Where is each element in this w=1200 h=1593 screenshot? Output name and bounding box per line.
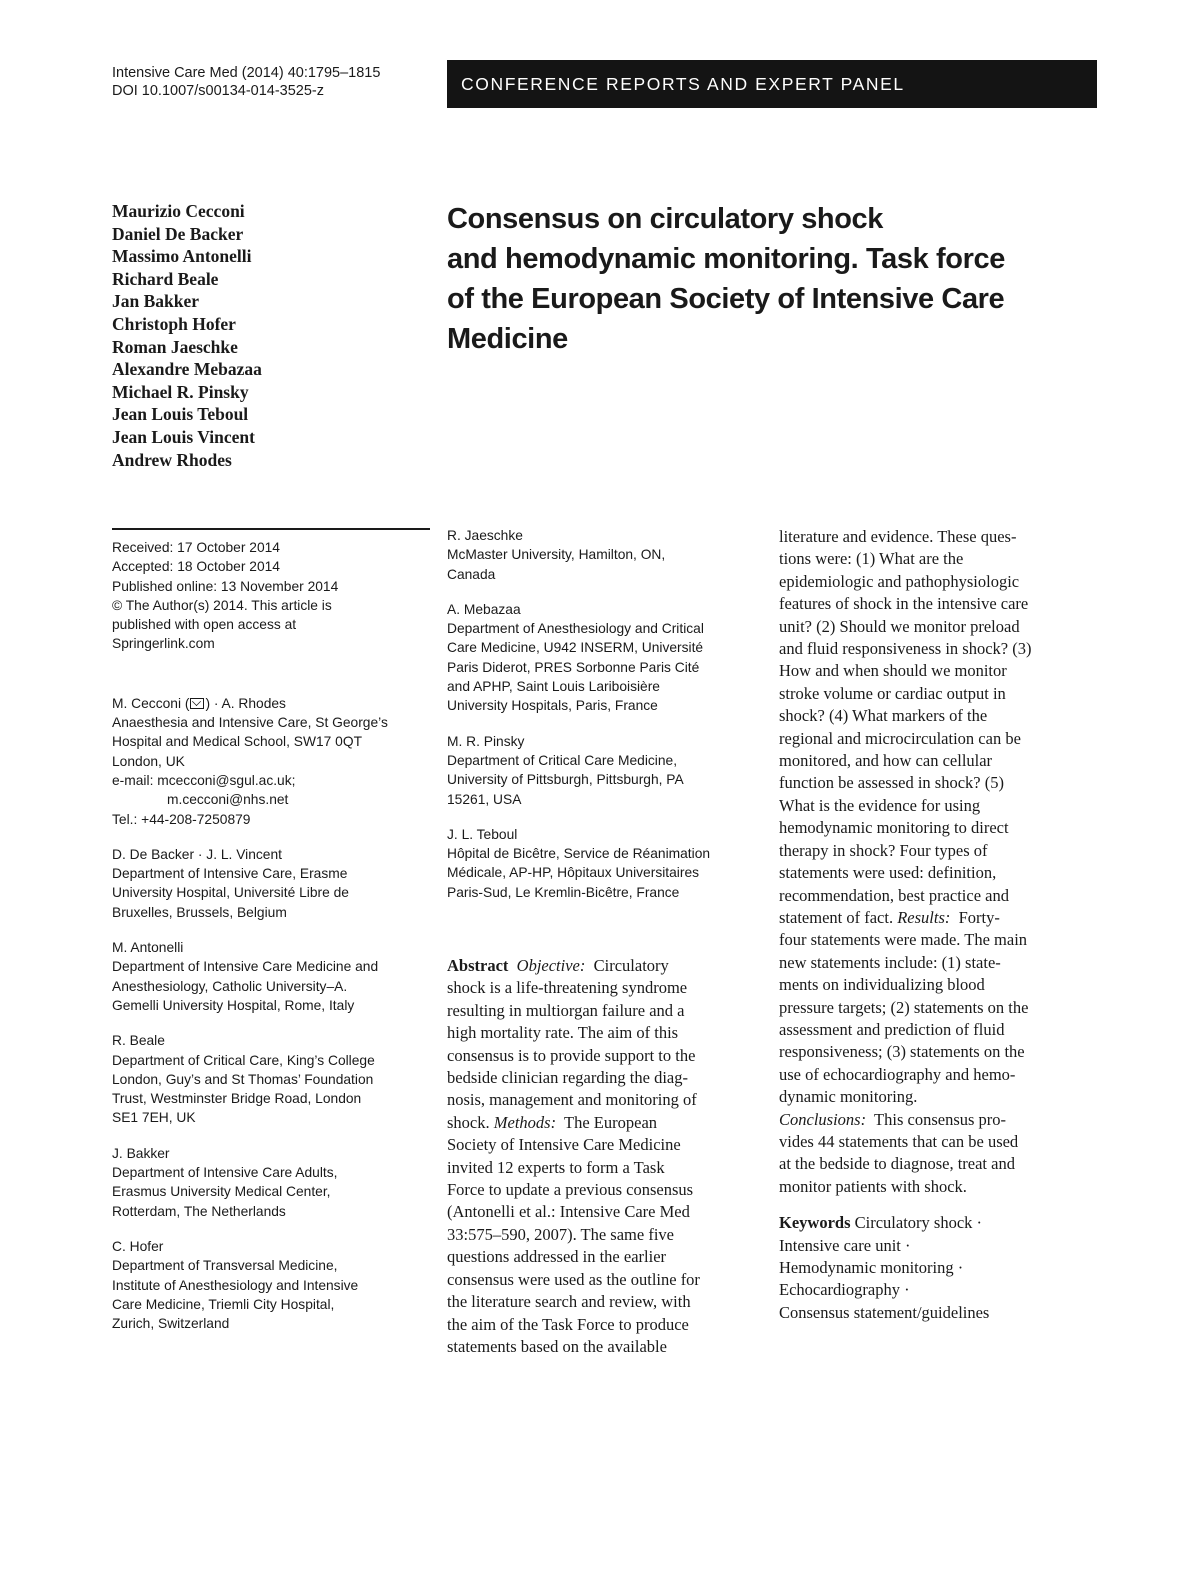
abstract-line: Force to update a previous consensus [447,1180,694,1200]
divider [112,528,430,530]
abstract-line: new statements include: (1) state- [779,952,1001,972]
abstract-heading: Abstract [447,956,509,975]
title-line: Medicine [447,323,568,355]
author-list [112,200,262,471]
affiliation [112,845,442,922]
abstract-line: shock is a life-threatening syndrome [447,978,688,998]
abstract-line: How and when should we monitor [779,661,1007,681]
abstract-line: the aim of the Task Force to produce [447,1314,689,1334]
abstract-line: assessment and prediction of fluid [779,1019,1005,1039]
article-history [112,538,442,654]
abstract-line: literature and evidence. These ques- [779,527,1017,546]
affiliation-line: Paris-Sud, Le Kremlin-Bicêtre, France [447,884,680,900]
author-name: Jean Louis Teboul [112,404,249,425]
author-name: Alexandre Mebazaa [112,359,262,380]
abstract-line: questions addressed in the earlier [447,1247,667,1267]
correspondence-line: Anaesthesia and Intensive Care, St George’s [112,715,388,731]
abstract-line: (Antonelli et al.: Intensive Care Med [447,1202,690,1222]
affiliation-line: Hôpital de Bicêtre, Service de Réanimation [447,846,711,862]
history-line: Received: 17 October 2014 [112,540,280,555]
history-line: published with open access at [112,617,297,633]
title-line: and hemodynamic monitoring. Task force [447,243,1005,275]
abstract-line: unit? (2) Should we monitor preload [779,616,1020,636]
abstract-line: stroke volume or cardiac output in [779,683,1006,703]
abstract-line: 33:575–590, 2007). The same five [447,1224,674,1244]
affiliation-name: J. Bakker [112,1145,170,1161]
abstract-line: recommendation, best practice and [779,885,1009,905]
affiliation-line: Rotterdam, The Netherlands [112,1203,286,1219]
abstract-line: high mortality rate. The aim of this [447,1023,679,1043]
affiliation [447,825,772,902]
email-link[interactable]: e-mail: mcecconi@sgul.ac.uk; [112,772,296,788]
affiliation-name: R. Beale [112,1033,165,1049]
abstract-results-line: statement of fact. Results: Forty- [779,907,1000,927]
keyword: Hemodynamic monitoring · [779,1258,964,1277]
history-line: Published online: 13 November 2014 [112,578,339,594]
abstract-line: consensus is to provide support to the [447,1045,696,1065]
abstract-line: bedside clinician regarding the diag- [447,1068,688,1088]
abstract-line: resulting in multiorgan failure and a [447,1000,685,1020]
affiliation-line: Department of Transversal Medicine, [112,1258,338,1274]
abstract-line: dynamic monitoring. [779,1087,918,1107]
abstract-line: statements based on the available [447,1336,667,1356]
history-line: Springerlink.com [112,636,215,652]
affiliation-line: Anesthesiology, Catholic University–A. [112,978,348,994]
affiliation-line: Department of Critical Care, King’s College [112,1052,375,1068]
correspondence [112,694,442,829]
affiliation-line: Paris Diderot, PRES Sorbonne Paris Cité [447,659,700,675]
author-name: Maurizio Cecconi [112,201,245,221]
author-name: Massimo Antonelli [112,246,252,267]
affiliations-middle [447,526,772,918]
affiliations-left [112,845,442,1334]
correspondence-names: M. Cecconi ( ) · A. Rhodes [112,695,286,711]
conclusions-label: Conclusions: [779,1109,867,1129]
email-link[interactable]: m.cecconi@nhs.net [167,792,289,808]
abstract-line: invited 12 experts to form a Task [447,1157,665,1177]
affiliation-line: London, Guy’s and St Thomas’ Foundation [112,1071,374,1087]
affiliation [447,526,772,584]
affiliation-line: Care Medicine, Triemli City Hospital, [112,1296,335,1312]
affiliation-line: McMaster University, Hamilton, ON, [447,547,666,563]
results-label: Results: [897,907,951,927]
author-name: Jean Louis Vincent [112,426,255,447]
affiliation-line: Institute of Anesthesiology and Intensive [112,1277,359,1293]
author-name: Christoph Hofer [112,313,236,334]
correspondence-line: London, UK [112,753,185,769]
abstract-line: shock? (4) What markers of the [779,706,988,726]
abstract-line: vides 44 statements that can be used [779,1131,1019,1151]
keyword: Consensus statement/guidelines [779,1302,990,1322]
affiliation-line: Gemelli University Hospital, Rome, Italy [112,997,355,1013]
keywords-heading: Keywords [779,1213,851,1233]
abstract-line: the literature search and review, with [447,1292,691,1312]
author-name: Daniel De Backer [112,223,244,244]
affiliation-line: Care Medicine, U942 INSERM, Université [447,640,704,656]
abstract-line: pressure targets; (2) statements on the [779,997,1029,1017]
affiliation-line: Department of Intensive Care, Erasme [112,866,348,882]
affiliation-name: M. Antonelli [112,940,184,956]
affiliation [112,1144,442,1221]
affiliation-line: University Hospitals, Paris, France [447,698,658,714]
keyword: Intensive care unit · [779,1235,911,1255]
affiliation-line: University of Pittsburgh, Pittsburgh, PA [447,772,684,788]
affiliation-line: Bruxelles, Brussels, Belgium [112,904,287,920]
abstract-line: features of shock in the intensive care [779,594,1029,614]
journal-citation: Intensive Care Med (2014) 40:1795–1815 [112,65,381,81]
affiliation [112,1031,442,1127]
article-title [447,199,1067,359]
affiliation-line: Department of Critical Care Medicine, [447,752,678,768]
abstract-line: statements were used: definition, [779,863,997,883]
abstract-line: monitored, and how can cellular [779,751,993,771]
abstract-line: nosis, management and monitoring of [447,1090,697,1110]
journal-reference [112,64,380,100]
abstract-line: four statements were made. The main [779,930,1028,950]
keyword: Echocardiography · [779,1280,910,1300]
abstract-line: function be assessed in shock? (5) [779,773,1004,793]
abstract-line: at the bedside to diagnose, treat and [779,1154,1015,1174]
affiliation [112,1237,442,1333]
abstract-part-2 [779,526,1101,1324]
affiliation-name: M. R. Pinsky [447,733,525,749]
abstract-line: hemodynamic monitoring to direct [779,818,1009,838]
telephone: Tel.: +44-208-7250879 [112,811,251,827]
title-line: of the European Society of Intensive Care [447,283,1005,315]
abstract-methods-line: shock. Methods: The European [447,1112,658,1132]
affiliation-line: Zurich, Switzerland [112,1316,230,1332]
history-line: © The Author(s) 2014. This article is [112,597,332,613]
affiliation-line: and APHP, Saint Louis Lariboisière [447,679,660,695]
methods-label: Methods: [493,1112,557,1132]
doi: DOI 10.1007/s00134-014-3525-z [112,83,325,99]
affiliation-line: Department of Intensive Care Adults, [112,1165,338,1181]
abstract-objective-line: Abstract Objective: Circulatory [447,956,669,975]
author-name: Andrew Rhodes [112,449,232,470]
author-name: Roman Jaeschke [112,336,238,357]
objective-label: Objective: [516,956,586,975]
abstract-line: consensus were used as the outline for [447,1269,700,1289]
abstract-line: ments on individualizing blood [779,975,985,995]
abstract-line: responsiveness; (3) statements on the [779,1042,1025,1062]
affiliation-line: Erasmus University Medical Center, [112,1184,331,1200]
abstract-part-1 [447,955,769,1358]
affiliation-name: C. Hofer [112,1238,164,1254]
keywords [779,1212,1101,1324]
affiliation-line: University Hospital, Université Libre de [112,885,349,901]
affiliation-line: Médicale, AP-HP, Hôpitaux Universitaires [447,865,700,881]
correspondence-line: Hospital and Medical School, SW17 0QT [112,734,362,750]
title-line: Consensus on circulatory shock [447,203,884,235]
affiliation-line: Trust, Westminster Bridge Road, London [112,1091,362,1107]
left-column [112,538,442,1349]
affiliation-name: A. Mebazaa [447,601,521,617]
abstract-line: regional and microcirculation can be [779,728,1021,748]
affiliation-line: 15261, USA [447,791,522,807]
affiliation-line: Department of Intensive Care Medicine and [112,959,379,975]
affiliation-line: Department of Anesthesiology and Critical [447,621,704,637]
abstract-line: tions were: (1) What are the [779,549,964,569]
abstract-line: epidemiologic and pathophysiologic [779,571,1020,591]
keywords-line: Keywords Circulatory shock · [779,1213,983,1233]
envelope-icon [190,698,204,709]
affiliation [112,938,442,1015]
history-line: Accepted: 18 October 2014 [112,559,280,575]
author-name: Richard Beale [112,268,219,289]
affiliation-name: J. L. Teboul [447,826,518,842]
abstract-line: monitor patients with shock. [779,1176,967,1196]
affiliation-name: D. De Backer · J. L. Vincent [112,846,282,862]
author-name: Michael R. Pinsky [112,381,249,402]
abstract-line: Society of Intensive Care Medicine [447,1135,681,1155]
abstract-line: and fluid responsiveness in shock? (3) [779,639,1032,659]
abstract-line: What is the evidence for using [779,795,981,815]
section-banner: CONFERENCE REPORTS AND EXPERT PANEL [447,60,1097,108]
affiliation [447,732,772,809]
affiliation-line: SE1 7EH, UK [112,1110,196,1126]
abstract-conclusions-line: Conclusions: This consensus pro- [779,1109,1007,1129]
author-name: Jan Bakker [112,291,200,312]
affiliation [447,600,772,716]
abstract-line: therapy in shock? Four types of [779,840,988,860]
affiliation-line: Canada [447,566,496,582]
affiliation-name: R. Jaeschke [447,528,523,543]
abstract-line: use of echocardiography and hemo- [779,1064,1016,1084]
